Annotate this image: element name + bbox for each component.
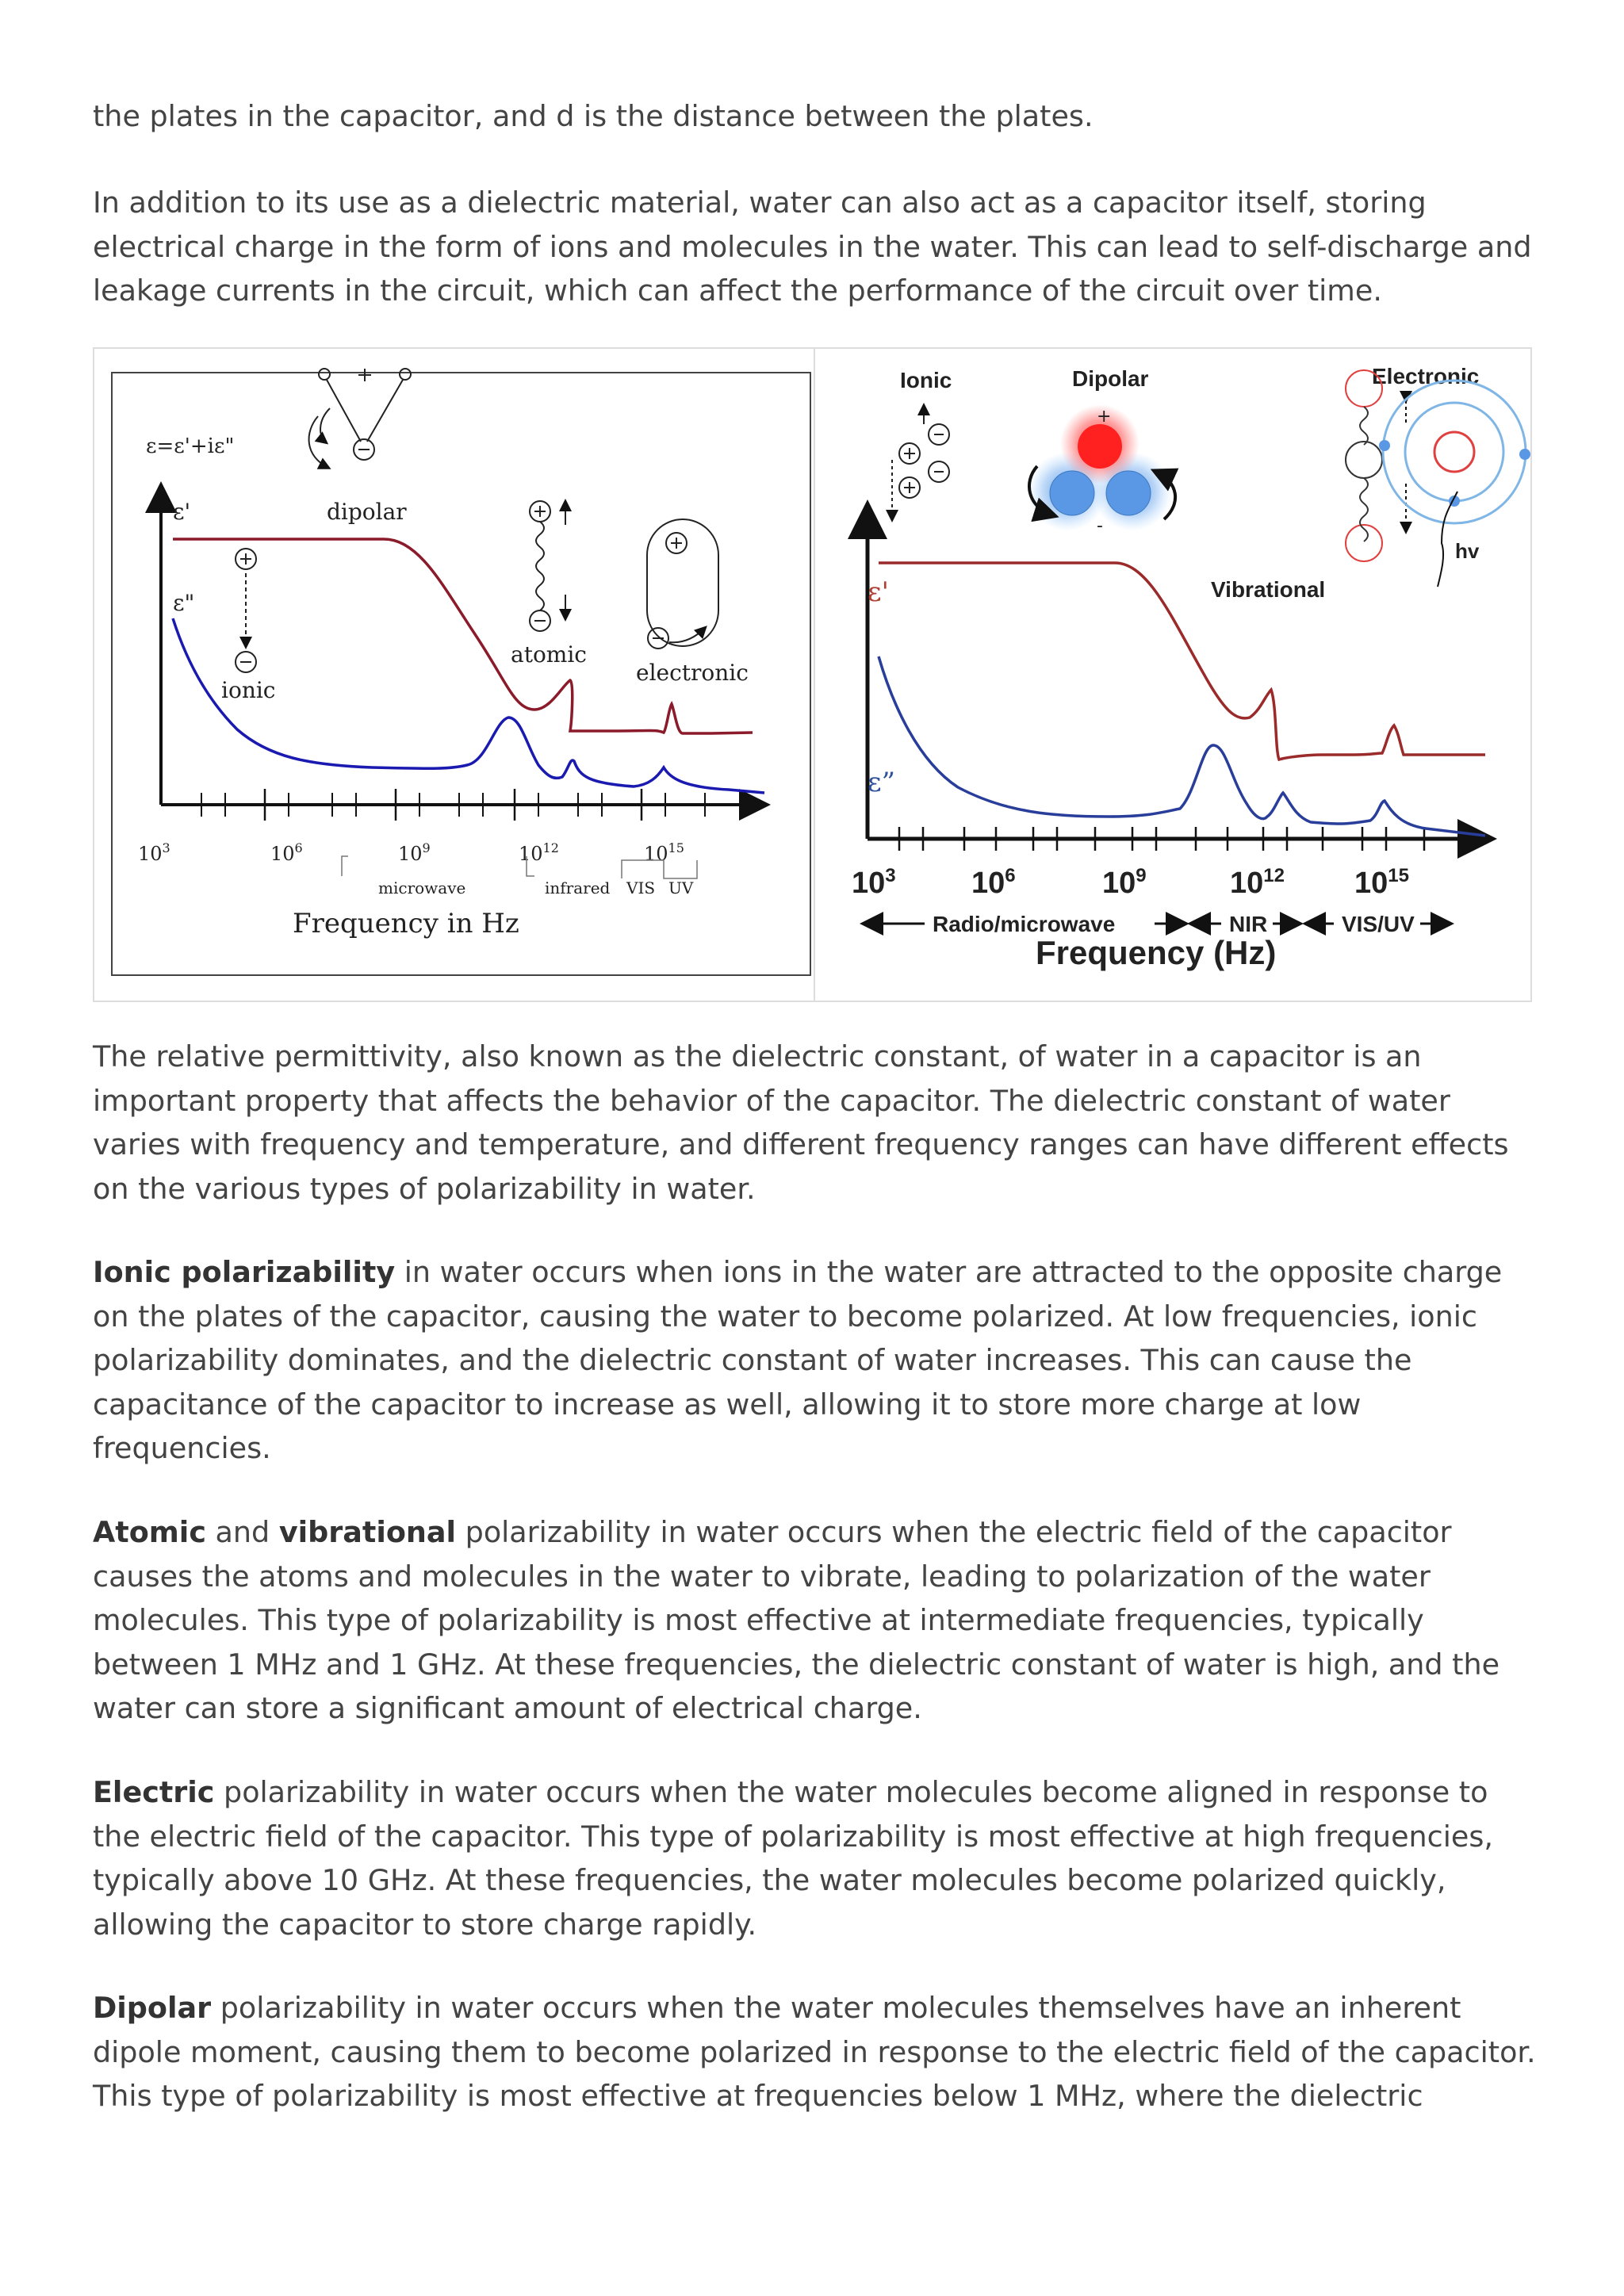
equation-label: ε=ε'+iε" — [146, 434, 235, 458]
right-electronic-label: Electronic — [1372, 364, 1480, 388]
svg-text:+: + — [1097, 407, 1112, 427]
paragraph-relative-permittivity: The relative permittivity, also known as the dielectric constant, of water in a capacitor is an important property that affects the behavior of the capacitor. The dielectric constant of water varies with frequency and temperature, and different frequency ranges can have different effects on the various types of polarizability in water. — [93, 1039, 1509, 1206]
tick-label-1e12: $10^{12}$ — [519, 840, 559, 865]
right-eps-imag-curve — [879, 656, 1485, 836]
dipolar-label: dipolar — [327, 499, 407, 525]
paragraph-ionic: Ionic polarizability in water occurs when ions in the water are attracted to the opposite charge on the plates of the capacitor, causing the water to become polarized. At low frequencies, ionic polarizability dominates, and the dielectric constant of water increases. This can cause the capacitance of the capacitor to increase as well, allowing it to store more charge at low frequencies. — [93, 1255, 1503, 1465]
tick-label-1e3: $10^3$ — [138, 840, 170, 865]
right-eps-real-label: ε' — [868, 576, 889, 608]
band-vis: VIS — [626, 878, 656, 897]
x-axis-label: Frequency in Hz — [293, 908, 519, 939]
right-hv-label: hv — [1455, 539, 1480, 563]
right-ionic-label: Ionic — [900, 368, 952, 392]
right-water-dipole-icon — [1028, 404, 1175, 536]
paragraph-water-capacitor: In addition to its use as a dielectric material, water can also act as a capacitor itself, storing electrical charge in the form of ions and molecules in the water. This can lead to self-discharge and leakage currents in the circuit, which can affect the performance of the circuit over time. — [93, 186, 1532, 308]
right-permittivity-diagram — [815, 349, 1532, 1001]
tick-label-1e6: $10^6$ — [270, 840, 303, 865]
right-tick-1e15: $10^{15}$ — [1354, 865, 1409, 900]
x-tick-labels — [138, 840, 684, 865]
dipole-molecule-icon — [309, 369, 411, 468]
right-eps-real-curve — [879, 563, 1485, 760]
tick-label-1e9: $10^9$ — [398, 840, 431, 865]
paragraph-atomic-vibrational: Atomic and vibrational polarizability in water occurs when the electric field of the capacitor causes the atoms and molecules in the water to vibrate, leading to polarization of the water molecules. This type of polarizability is most effective at intermediate frequencies, typically between 1 MHz and 1 GHz. At these frequencies, the dielectric constant of water is high, and the water can store a significant amount of electrical charge. — [93, 1515, 1500, 1725]
right-tick-1e9: $10^9$ — [1102, 865, 1147, 900]
permittivity-figure — [93, 347, 1532, 1002]
band-uv: UV — [668, 878, 694, 897]
right-tick-1e12: $10^{12}$ — [1230, 865, 1285, 900]
ionic-charge-pair-icon — [236, 549, 256, 672]
tick-label-1e15: $10^{15}$ — [644, 840, 684, 865]
svg-text:-: - — [1097, 516, 1103, 536]
atomic-spring-icon — [530, 501, 565, 631]
right-ionic-charges-icon — [892, 406, 949, 519]
right-dipolar-label: Dipolar — [1072, 366, 1149, 391]
ionic-label: ionic — [221, 677, 276, 703]
atomic-label: atomic — [511, 641, 587, 668]
band-infrared: infrared — [545, 878, 611, 897]
right-eps-imag-label: ε” — [868, 767, 895, 798]
right-tick-1e3: $10^3$ — [852, 865, 896, 900]
right-vibrational-icon — [1346, 370, 1406, 561]
right-band-nir: NIR — [1229, 912, 1268, 936]
right-tick-1e6: $10^6$ — [971, 865, 1016, 900]
electronic-label: electronic — [636, 660, 749, 686]
paragraph-dipolar: Dipolar polarizability in water occurs when the water molecules themselves have an inherent dipole moment, causing them to become polarized in response to the electric field of the capacitor. This type of polarizability is most effective at frequencies below 1 MHz, where the dielectric — [93, 1991, 1536, 2113]
eps-imag-curve — [173, 618, 764, 793]
right-band-visuv: VIS/UV — [1342, 912, 1415, 936]
eps-real-curve — [173, 539, 753, 733]
right-band-radio: Radio/microwave — [933, 912, 1116, 936]
eps-real-label: ε' — [173, 499, 191, 525]
paragraph-intro-tail: the plates in the capacitor, and d is the distance between the plates. — [93, 99, 1094, 133]
left-permittivity-diagram — [94, 349, 814, 1001]
eps-imag-label: ε" — [173, 590, 195, 616]
electronic-cloud-icon — [647, 519, 718, 649]
band-microwave: microwave — [378, 878, 466, 897]
right-x-tick-labels — [852, 865, 1409, 900]
right-vibrational-label: Vibrational — [1211, 577, 1326, 602]
right-x-axis-label: Frequency (Hz) — [1036, 934, 1277, 971]
paragraph-electric: Electric polarizability in water occurs when the water molecules become aligned in response to the electric field of the capacitor. This type of polarizability is most effective at high frequencies, typically above 10 GHz. At these frequencies, the water molecules become polarized quickly, allowing the capacitor to store charge rapidly. — [93, 1775, 1493, 1942]
